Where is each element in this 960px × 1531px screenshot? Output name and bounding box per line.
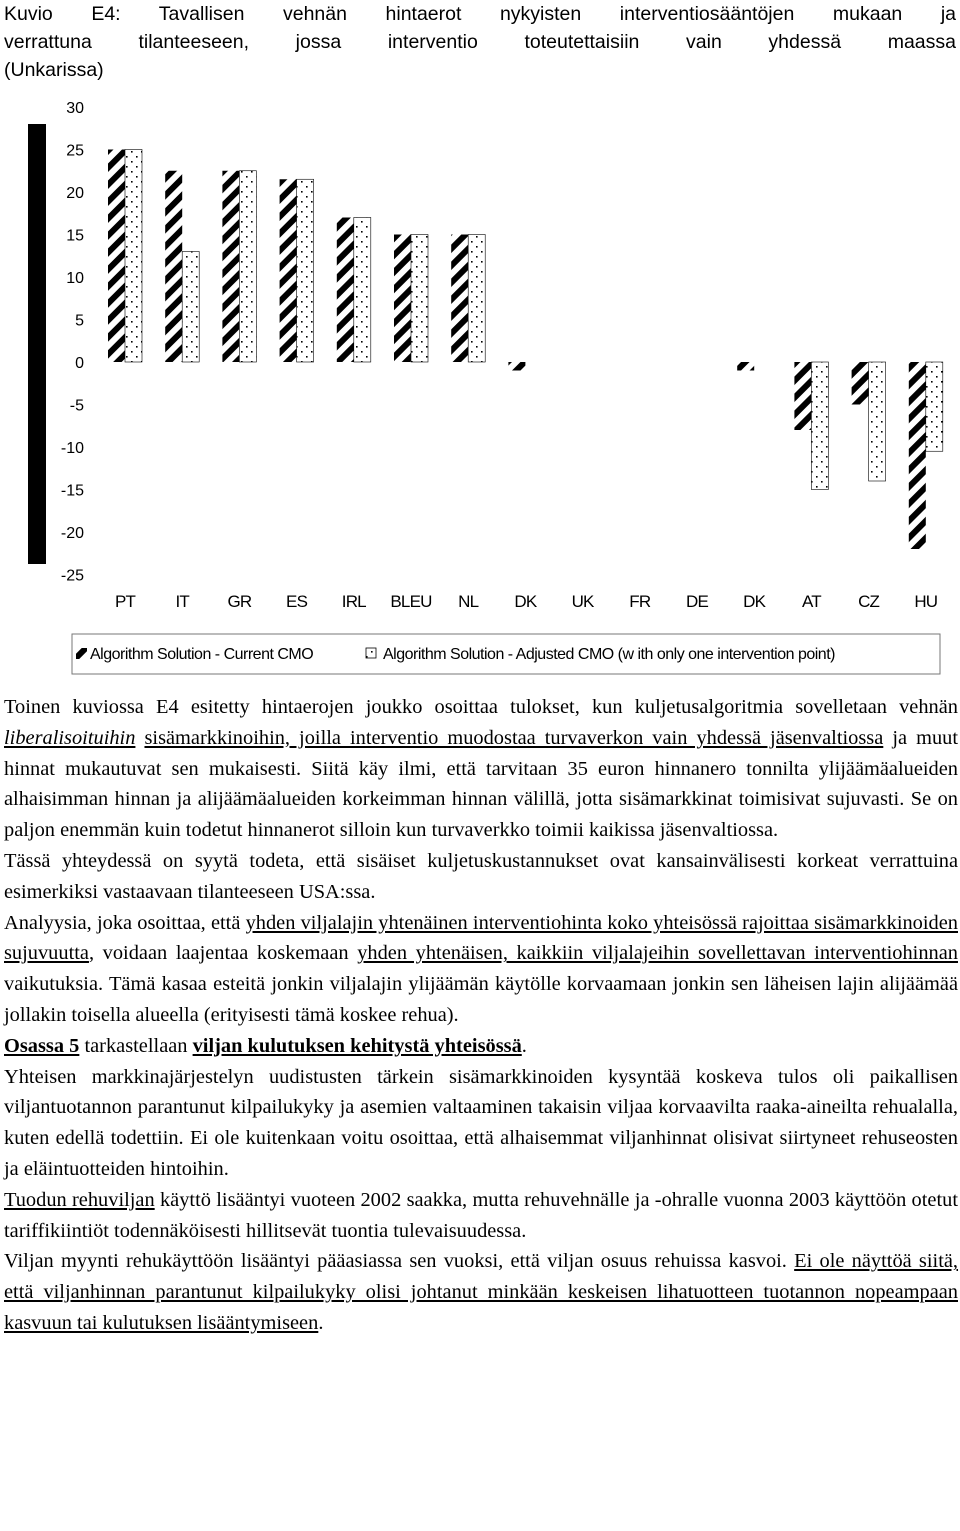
bar-current-cmo <box>852 362 869 405</box>
bar-chart <box>0 90 960 680</box>
y-tick-label: 15 <box>66 227 84 245</box>
figure-caption-line-3: (Unkarissa) <box>4 59 104 81</box>
x-tick-label: FR <box>629 592 651 611</box>
y-tick-label: -25 <box>60 567 84 585</box>
y-tick-label: 10 <box>66 270 84 287</box>
legend-swatch-adjusted <box>366 648 376 658</box>
bar-adjusted-cmo <box>811 362 828 490</box>
x-tick-label: DK <box>743 592 766 611</box>
bar-adjusted-cmo <box>297 179 314 362</box>
y-tick-label: -10 <box>60 440 84 457</box>
x-tick-label: DK <box>514 592 537 611</box>
y-tick-label: 25 <box>66 142 84 160</box>
x-tick-label: AT <box>801 592 821 611</box>
paragraph-7: Viljan myynti rehukäyttöön lisääntyi pääasiassa sen vuoksi, että viljan osuus rehuissa kasvoi. Ei ole näyttöä siitä, että viljanhinnan parantunut kilpailukyky olisi johtanut minkään keskeisen lihatuotteen tuotannon nopeampaan kasvuun tai kulutuksen lisääntymiseen. <box>4 1250 959 1334</box>
x-tick-label: ES <box>286 592 308 611</box>
bar-current-cmo <box>108 150 125 363</box>
figure-caption <box>4 0 956 84</box>
bar-current-cmo <box>909 362 926 549</box>
paragraph-6: Tuodun rehuviljan käyttö lisääntyi vuoteen 2002 saakka, mutta rehuvehnälle ja -ohralle vuonna 2003 käyttöön otetut tariffikiintiöt todennäköisesti hillitsevät tuontia tulevaisuudessa. <box>4 1188 958 1242</box>
paragraph-3: Analyysia, joka osoittaa, että yhden viljalajin yhtenäinen interventiohinta koko yhteisössä rajoittaa sisämarkkinoiden sujuvuutta, voidaan laajentaa koskemaan yhden yhtenäisen, kaikkiin viljalajeihin sovellettavan interventiohinnan vaikutuksia. Tämä kasaa esteitä jonkin viljalajin ylijäämän käytölle korvaamaan jonkin sen läheisen lajin alijäämää jollakin toisella alueella (erityisesti tämä koskee rehua). <box>4 911 958 1026</box>
y-tick-label: -5 <box>69 397 84 415</box>
legend-label-current: Algorithm Solution - Current CMO <box>90 646 314 663</box>
bar-adjusted-cmo <box>354 218 371 363</box>
bar-adjusted-cmo <box>411 235 428 363</box>
bar-current-cmo <box>165 171 182 362</box>
y-tick-label: 20 <box>66 185 84 202</box>
axis-bar-decoration <box>28 124 46 564</box>
figure-caption-line-1: Kuvio E4: Tavallisen vehnän hintaerot nykyisten interventiosääntöjen mukaan ja <box>4 3 956 25</box>
bar-current-cmo <box>508 362 525 371</box>
bar-current-cmo <box>222 171 239 362</box>
paragraph-4: Osassa 5 tarkastellaan viljan kulutuksen kehitystä yhteisössä. <box>4 1034 527 1057</box>
body-text <box>4 692 958 1339</box>
bar-current-cmo <box>337 218 354 363</box>
y-tick-label: -20 <box>60 525 84 542</box>
bar-adjusted-cmo <box>926 362 943 451</box>
x-axis <box>115 592 937 611</box>
legend-swatch-current <box>76 648 87 659</box>
x-tick-label: CZ <box>858 592 880 611</box>
x-tick-label: IRL <box>341 592 366 611</box>
x-tick-label: UK <box>571 592 594 611</box>
y-tick-label: 0 <box>75 355 84 372</box>
y-tick-label: 30 <box>66 100 84 117</box>
paragraph-1: Toinen kuviossa E4 esitetty hintaerojen joukko osoittaa tulokset, kun kuljetusalgoritmia sovelletaan vehnän liberalisoituihin sisämarkkinoihin, joilla interventio muodostaa turvaverkon vain yhdessä jäsenvaltiossa ja muut hinnat mukautuvat sen mukaisesti. Siitä käy ilmi, että tarvitaan 35 euron hinnanero tonnilta ylijäämäalueiden alhaisimman hinnan ja alijäämäalueiden korkeimman hinnan välillä, jotta sisämarkkinat toimisivat sujuvasti. Se on paljon enemmän kuin todetut hinnanerot silloin kun turvaverkko toimii kaikissa jäsenvaltiossa. <box>4 696 958 842</box>
x-tick-label: NL <box>458 592 479 611</box>
x-tick-label: IT <box>175 592 189 611</box>
bar-adjusted-cmo <box>869 362 886 481</box>
y-axis <box>61 100 84 585</box>
bar-adjusted-cmo <box>468 235 485 363</box>
paragraph-2: Tässä yhteydessä on syytä todeta, että sisäiset kuljetuskustannukset ovat kansainvälisesti korkeat verrattuina esimerkiksi vastaavaan tilanteeseen USA:ssa. <box>4 849 958 903</box>
bar-adjusted-cmo <box>125 150 142 363</box>
bar-current-cmo <box>394 235 411 363</box>
y-tick-label: 5 <box>75 312 84 330</box>
bar-current-cmo <box>451 235 468 363</box>
figure-caption-line-2: verrattuna tilanteeseen, jossa interventio toteutettaisiin vain yhdessä maassa <box>4 31 956 53</box>
bar-current-cmo <box>794 362 811 430</box>
bar-current-cmo <box>737 362 754 371</box>
x-tick-label: GR <box>227 592 252 611</box>
x-tick-label: DE <box>685 592 709 611</box>
x-tick-label: PT <box>114 592 136 611</box>
paragraph-5: Yhteisen markkinajärjestelyn uudistusten tärkein sisämarkkinoiden kysyntää koskeva tulos oli paikallisen viljantuotannon parantunut kilpailukyky ja asemien valtaaminen takaisin viljaa korvaavilta raaka-aineilta rehualalla, kuten edellä todettiin. Ei ole kuitenkaan voitu osoittaa, että alhaisemmat viljanhinnat olisivat siirtyneet rehuseosten ja eläintuotteiden hintoihin. <box>4 1065 958 1180</box>
x-tick-label: BLEU <box>390 592 432 611</box>
bar-current-cmo <box>280 179 297 362</box>
legend-label-adjusted: Algorithm Solution - Adjusted CMO (w ith only one intervention point) <box>383 646 835 663</box>
bar-adjusted-cmo <box>182 252 199 363</box>
bars <box>108 150 943 550</box>
y-tick-label: -15 <box>60 482 84 500</box>
x-tick-label: HU <box>914 592 938 611</box>
bar-adjusted-cmo <box>239 171 256 362</box>
